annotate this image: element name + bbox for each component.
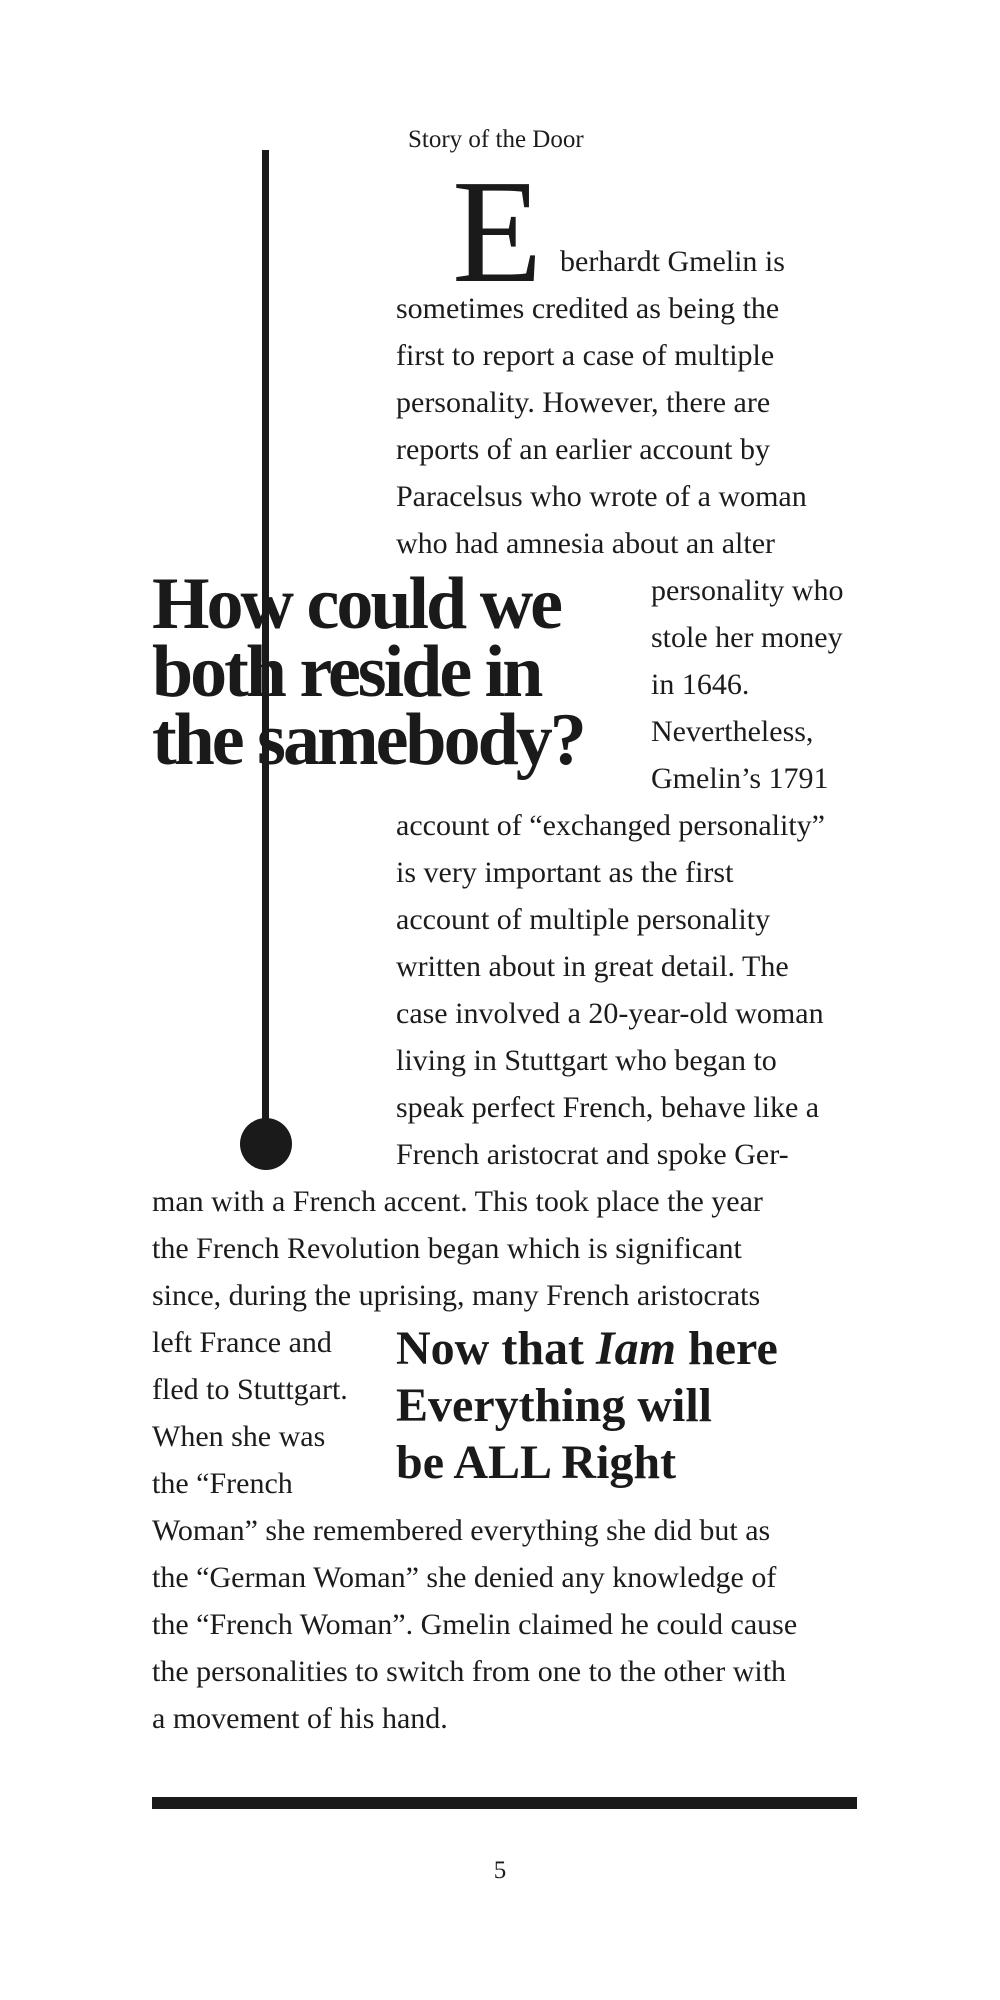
- paragraph-line: a movement of his hand.: [152, 1702, 448, 1735]
- paragraph-line: left France and: [152, 1326, 332, 1359]
- paragraph-line: living in Stuttgart who began to: [396, 1044, 777, 1077]
- pull-quote: [152, 563, 632, 781]
- section-title: Story of the Door: [408, 126, 584, 153]
- paragraph-line: the “French: [152, 1467, 293, 1500]
- paragraph-line: reports of an earlier account by: [396, 433, 770, 466]
- paragraph-line: French aristocrat and spoke Ger-: [396, 1138, 789, 1171]
- paragraph-line: speak perfect French, behave like a: [396, 1091, 820, 1124]
- paragraph-line: stole her money: [651, 621, 843, 654]
- paragraph-line: Woman” she remembered everything she did but as: [152, 1514, 771, 1547]
- paragraph-line: first to report a case of multiple: [396, 339, 775, 372]
- paragraph-line: the “French Woman”. Gmelin claimed he could cause: [152, 1608, 798, 1641]
- pull-quote-line: Everything will: [396, 1379, 713, 1432]
- paragraph-line: sometimes credited as being the: [396, 292, 780, 325]
- paragraph-line: the “German Woman” she denied any knowledge of: [152, 1561, 777, 1594]
- paragraph-line: account of “exchanged personality”: [396, 809, 825, 842]
- paragraph-line: man with a French accent. This took place the year: [152, 1185, 763, 1218]
- paragraph-line: is very important as the first: [396, 856, 734, 889]
- paragraph-line: in 1646.: [651, 668, 750, 701]
- paragraph-line: Paracelsus who wrote of a woman: [396, 480, 807, 513]
- pull-quote-emphasis: Iam: [596, 1322, 677, 1375]
- paragraph-line: since, during the uprising, many French aristocrats: [152, 1279, 761, 1312]
- page-number: 5: [493, 1857, 507, 1884]
- paragraph-line: berhardt Gmelin is: [560, 245, 785, 278]
- paragraph-line: who had amnesia about an alter: [396, 527, 776, 560]
- pull-quote-secondary: [396, 1320, 778, 1491]
- paragraph-line: personality. However, there are: [396, 386, 771, 419]
- pull-quote-text: here: [676, 1322, 778, 1375]
- decorative-dot: [240, 1118, 292, 1170]
- paragraph-line: personality who: [651, 574, 844, 607]
- paragraph-line: the personalities to switch from one to the other with: [152, 1655, 787, 1688]
- paragraph-line: When she was: [152, 1420, 326, 1453]
- pull-quote-line: the samebody?: [152, 699, 584, 781]
- drop-cap: E: [452, 150, 543, 314]
- paragraph-line: written about in great detail. The: [396, 950, 789, 983]
- paragraph-line: Nevertheless,: [651, 715, 814, 748]
- horizontal-rule: [152, 1797, 857, 1809]
- paragraph-line: case involved a 20-year-old woman: [396, 997, 824, 1030]
- paragraph-line: fled to Stuttgart.: [152, 1373, 348, 1406]
- pull-quote-line: How could we: [152, 563, 560, 645]
- paragraph-line: Gmelin’s 1791: [651, 762, 829, 795]
- paragraph-line: account of multiple personality: [396, 903, 771, 936]
- paragraph-line: the French Revolution began which is significant: [152, 1232, 742, 1265]
- pull-quote-line: be ALL Right: [396, 1436, 677, 1489]
- pull-quote-line: [396, 1320, 778, 1377]
- pull-quote-line: both reside in: [152, 631, 541, 713]
- pull-quote-text: Now that: [396, 1322, 596, 1375]
